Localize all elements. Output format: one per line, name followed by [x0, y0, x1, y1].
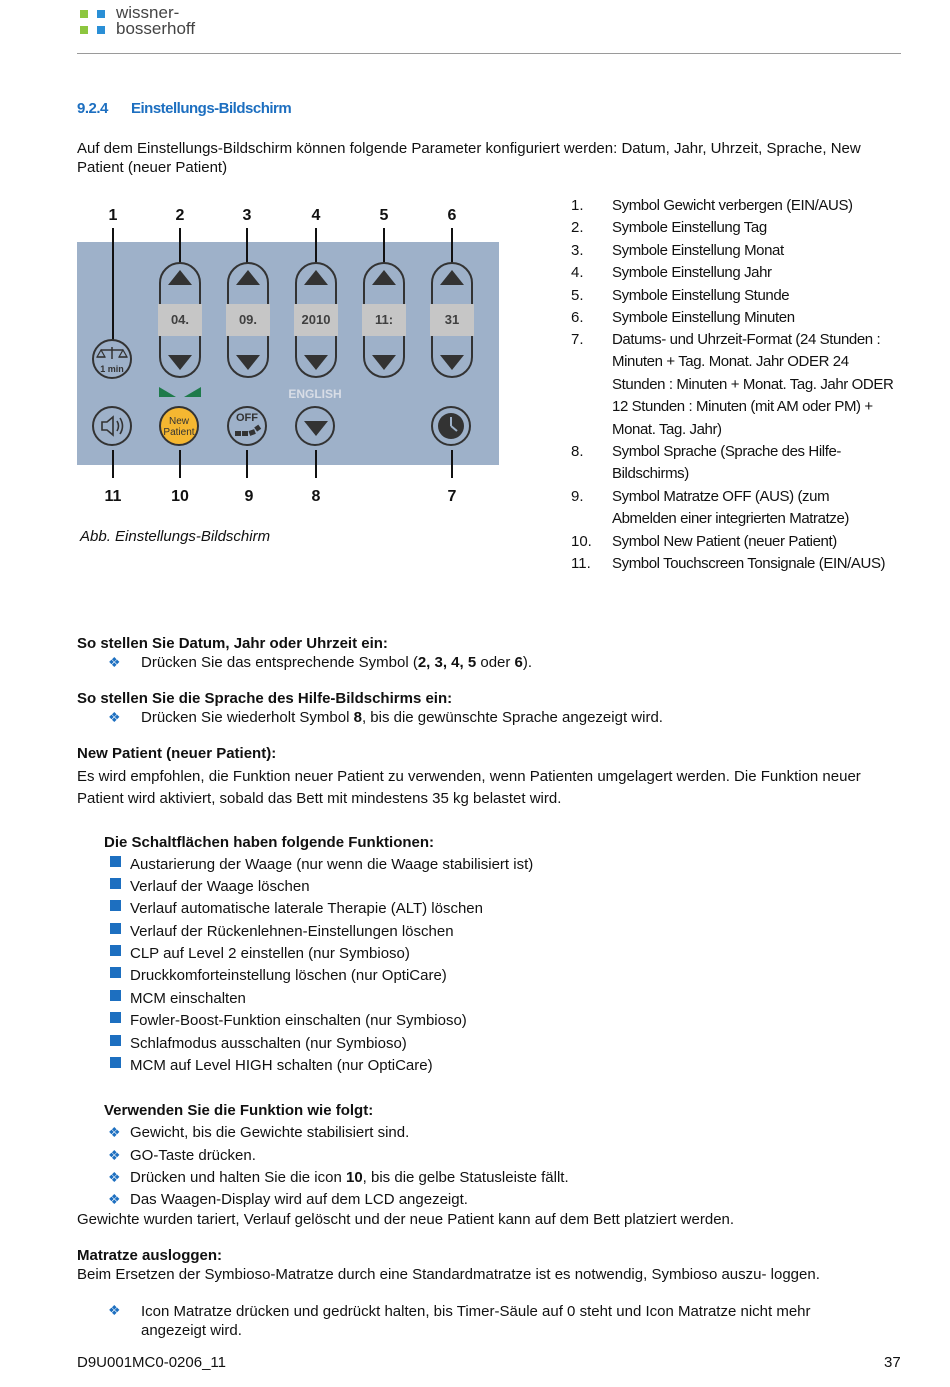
callout-line — [112, 228, 114, 340]
usage-step: GO-Taste drücken. — [130, 1147, 256, 1164]
text-segment: , bis die gelbe Statusleiste fällt. — [362, 1169, 569, 1186]
legend-number: 4. — [571, 264, 584, 281]
callout-line — [246, 450, 248, 478]
language-instruction — [141, 709, 663, 726]
list-item: Druckkomforteinstellung löschen (nur OptiCare) — [130, 967, 447, 984]
bold-segment: 10 — [345, 1169, 363, 1186]
year-value: 2010 — [294, 304, 338, 336]
square-bullet-icon — [110, 923, 121, 934]
mattress-instruction: Icon Matratze drücken und gedrückt halten, bis Timer-Säule auf 0 steht und Icon Matratze nicht mehr angezeigt wird. — [141, 1303, 811, 1339]
legend-text: Symbole Einstellung Jahr — [612, 264, 772, 281]
logo-square-green — [80, 10, 88, 18]
legend-number: 10. — [571, 533, 592, 550]
list-item: Austarierung der Waage (nur wenn die Waage stabilisiert ist) — [130, 856, 534, 873]
diamond-bullet-icon: ❖ — [108, 1124, 121, 1140]
square-bullet-icon — [110, 945, 121, 956]
new-patient-text: Es wird empfohlen, die Funktion neuer Patient zu verwenden, wenn Patienten umgelagert werden. Die Funktion neuer Patient wird aktiviert, sobald das Bett mit mindestens 35 kg belastet wird. — [77, 768, 861, 807]
square-bullet-icon — [110, 878, 121, 889]
callout-line — [315, 450, 317, 478]
functions-heading: Die Schaltflächen haben folgende Funktionen: — [104, 834, 435, 851]
mattress-heading: Matratze ausloggen: — [77, 1247, 223, 1264]
logo-square-blue — [97, 10, 105, 18]
list-item: Schlafmodus ausschalten (nur Symbioso) — [130, 1035, 407, 1052]
square-bullet-icon — [110, 1012, 121, 1023]
legend-number: 2. — [571, 219, 584, 236]
legend-text: Datums- und Uhrzeit-Format (24 Stunden : Minuten + Tag. Monat. Jahr ODER 24 Stunden : Minuten + Monat. Tag. Jahr ODER 12 Stunden : Minuten (mit AM oder PM) + Monat. Tag. Jahr) — [612, 331, 894, 438]
month-value: 09. — [226, 304, 270, 336]
hour-down-arrow-icon[interactable] — [372, 355, 396, 370]
new-patient-label-line2: Patient — [163, 427, 195, 438]
day-down-arrow-icon[interactable] — [168, 355, 192, 370]
callout-line — [112, 450, 114, 478]
callout-line — [451, 450, 453, 478]
header-divider — [77, 53, 901, 54]
square-bullet-icon — [110, 990, 121, 1001]
legend-text: Symbol Touchscreen Tonsignale (EIN/AUS) — [612, 555, 886, 572]
month-up-arrow-icon[interactable] — [236, 270, 260, 285]
hour-value: 11: — [362, 304, 406, 336]
legend-number: 6. — [571, 309, 584, 326]
legend-text: Symbole Einstellung Monat — [612, 242, 784, 259]
figure-label-9: 9 — [244, 488, 254, 505]
legend-number: 1. — [571, 197, 584, 214]
figure-label-11: 11 — [104, 488, 122, 505]
diamond-bullet-icon: ❖ — [108, 1169, 121, 1185]
list-item: MCM auf Level HIGH schalten (nur OptiCare) — [130, 1057, 433, 1074]
legend-number: 9. — [571, 488, 584, 505]
legend-number: 11. — [571, 555, 591, 572]
logo — [80, 4, 200, 38]
text-segment: Drücken Sie das entsprechende Symbol ( — [141, 654, 418, 671]
text-segment: oder — [476, 654, 515, 671]
date-instruction — [141, 654, 532, 671]
square-bullet-icon — [110, 967, 121, 978]
date-heading: So stellen Sie Datum, Jahr oder Uhrzeit ein: — [77, 635, 388, 652]
bold-segment: 8 — [353, 709, 362, 726]
list-item: MCM einschalten — [130, 990, 246, 1007]
diamond-bullet-icon: ❖ — [108, 654, 121, 670]
logo-square-blue — [97, 26, 105, 34]
usage-step — [130, 1169, 569, 1186]
minute-value: 31 — [430, 304, 474, 336]
mattress-icon — [227, 406, 267, 446]
diamond-bullet-icon: ❖ — [108, 1147, 121, 1163]
text-segment: , bis die gewünschte Sprache angezeigt wird. — [361, 709, 663, 726]
year-up-arrow-icon[interactable] — [304, 270, 328, 285]
list-item: Verlauf automatische laterale Therapie (ALT) löschen — [130, 900, 483, 917]
figure-label-1: 1 — [108, 207, 118, 224]
text-segment: Drücken und halten Sie die icon — [130, 1169, 346, 1186]
text-segment: Drücken Sie wiederholt Symbol — [141, 709, 354, 726]
logo-square-green — [80, 26, 88, 34]
list-item: Verlauf der Rückenlehnen-Einstellungen löschen — [130, 923, 454, 940]
legend-number: 3. — [571, 242, 584, 259]
year-down-arrow-icon[interactable] — [304, 355, 328, 370]
square-bullet-icon — [110, 900, 121, 911]
diamond-bullet-icon: ❖ — [108, 709, 121, 725]
square-bullet-icon — [110, 1035, 121, 1046]
language-label: ENGLISH — [288, 387, 342, 401]
document-id: D9U001MC0-0206_11 — [77, 1354, 226, 1371]
legend-text: Symbole Einstellung Tag — [612, 219, 767, 236]
text-segment: ). — [522, 654, 533, 671]
section-title: Einstellungs-Bildschirm — [131, 100, 292, 117]
figure-label-8: 8 — [311, 488, 321, 505]
list-item: Fowler-Boost-Funktion einschalten (nur Symbioso) — [130, 1012, 467, 1029]
figure-label-2: 2 — [175, 207, 185, 224]
usage-closing: Gewichte wurden tariert, Verlauf gelöscht und der neue Patient kann auf dem Bett platziert werden. — [77, 1211, 735, 1228]
figure-label-4: 4 — [311, 207, 321, 224]
figure-label-10: 10 — [171, 488, 189, 505]
bold-segment: 6 — [514, 654, 523, 671]
language-down-arrow-icon — [304, 421, 328, 436]
legend-number: 7. — [571, 331, 584, 348]
legend-text: Symbol Matratze OFF (AUS) (zum Abmelden einer integrierten Matratze) — [612, 488, 849, 528]
logo-text-line2: bosserhoff — [116, 19, 196, 38]
usage-heading: Verwenden Sie die Funktion wie folgt: — [104, 1102, 374, 1119]
usage-step: Das Waagen-Display wird auf dem LCD angezeigt. — [130, 1191, 468, 1208]
new-patient-heading: New Patient (neuer Patient): — [77, 745, 277, 762]
figure-label-3: 3 — [242, 207, 252, 224]
list-item: CLP auf Level 2 einstellen (nur Symbioso) — [130, 945, 410, 962]
day-value: 04. — [158, 304, 202, 336]
mattress-text: Beim Ersetzen der Symbioso-Matratze durch eine Standardmatratze ist es notwendig, Symbioso auszu- loggen. — [77, 1266, 820, 1283]
callout-line — [179, 450, 181, 478]
clock-icon — [431, 406, 471, 446]
legend-text: Symbole Einstellung Stunde — [612, 287, 790, 304]
bold-segment: 2, 3, 4, 5 — [417, 654, 477, 671]
hour-up-arrow-icon[interactable] — [372, 270, 396, 285]
figure-label-6: 6 — [447, 207, 457, 224]
legend-text: Symbol New Patient (neuer Patient) — [612, 533, 837, 550]
figure-label-7: 7 — [447, 488, 457, 505]
section-intro: Auf dem Einstellungs-Bildschirm können folgende Parameter konfiguriert werden: Datum, Jahr, Uhrzeit, Sprache, New Patient (neuer Patient) — [77, 140, 861, 176]
minute-up-arrow-icon[interactable] — [440, 270, 464, 285]
square-bullet-icon — [110, 856, 121, 867]
legend-number: 5. — [571, 287, 584, 304]
new-patient-indicator-icon — [159, 387, 201, 399]
legend-number: 8. — [571, 443, 584, 460]
mattress-off-label: OFF — [236, 412, 258, 424]
logo-text-line1: wissner- — [116, 3, 180, 22]
square-bullet-icon — [110, 1057, 121, 1068]
figure-label-5: 5 — [379, 207, 389, 224]
page-number: 37 — [884, 1354, 901, 1371]
diamond-bullet-icon: ❖ — [108, 1191, 121, 1207]
diamond-bullet-icon: ❖ — [108, 1302, 121, 1318]
month-down-arrow-icon[interactable] — [236, 355, 260, 370]
figure-caption: Abb. Einstellungs-Bildschirm — [80, 528, 271, 545]
usage-step: Gewicht, bis die Gewichte stabilisiert sind. — [130, 1124, 410, 1141]
list-item: Verlauf der Waage löschen — [130, 878, 310, 895]
legend-text: Symbol Gewicht verbergen (EIN/AUS) — [612, 197, 853, 214]
weight-timer-label: 1 min — [100, 364, 124, 374]
new-patient-label-line1: New — [168, 416, 189, 427]
legend-text: Symbol Sprache (Sprache des Hilfe-Bildschirms) — [612, 443, 842, 483]
speaker-icon — [92, 406, 132, 446]
legend-text: Symbole Einstellung Minuten — [612, 309, 795, 326]
day-up-arrow-icon[interactable] — [168, 270, 192, 285]
section-number: 9.2.4 — [77, 100, 108, 117]
language-heading: So stellen Sie die Sprache des Hilfe-Bildschirms ein: — [77, 690, 453, 707]
minute-down-arrow-icon[interactable] — [440, 355, 464, 370]
